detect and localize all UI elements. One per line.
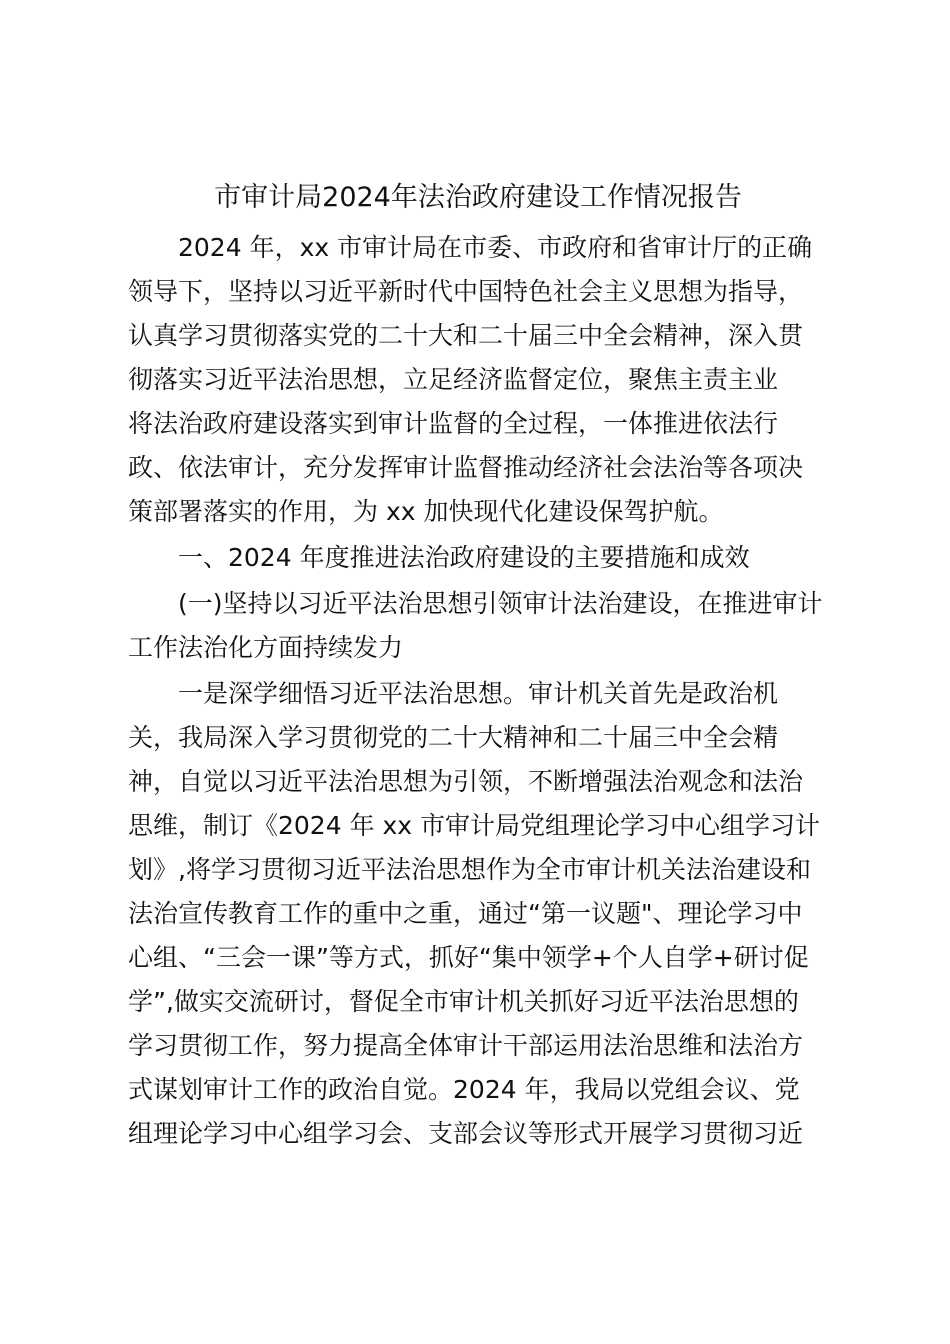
paragraph-line-12: 划》,将学习贯彻习近平法治思想作为全市审计机关法治建设和 (128, 855, 811, 884)
paragraph-line-8: 一是深学细悟习近平法治思想。审计机关首先是政治机 (178, 679, 779, 708)
paragraph-line-1: 2024 年，xx 市审计局在市委、市政府和省审计厅的正确 (178, 233, 813, 262)
paragraph-line-15: 学”,做实交流研讨，督促全市审计机关抓好习近平法治思想的 (128, 987, 799, 1016)
paragraph-line-17: 式谋划审计工作的政治自觉。2024 年，我局以党组会议、党 (128, 1075, 800, 1104)
paragraph-line-3: 认真学习贯彻落实党的二十大和二十届三中全会精神，深入贯 (128, 321, 804, 350)
paragraph-line-14: 心组、“三会一课”等方式，抓好“集中领学+个人自学+研讨促 (128, 943, 809, 972)
paragraph-line-16: 学习贯彻工作，努力提高全体审计干部运用法治思维和法治方 (128, 1031, 804, 1060)
paragraph-line-10: 神，自觉以习近平法治思想为引领，不断增强法治观念和法治 (128, 767, 804, 796)
paragraph-line-4: 彻落实习近平法治思想，立足经济监督定位，聚焦主责主业 (128, 365, 779, 394)
paragraph-line-11: 思维，制订《2024 年 xx 市审计局党组理论学习中心组学习计 (128, 811, 821, 840)
subsection-heading-1-cont: 工作法治化方面持续发力 (128, 633, 404, 662)
section-heading-1: 一、2024 年度推进法治政府建设的主要措施和成效 (178, 543, 750, 572)
paragraph-line-7: 策部署落实的作用，为 xx 加快现代化建设保驾护航。 (128, 497, 724, 526)
paragraph-line-9: 关，我局深入学习贯彻党的二十大精神和二十届三中全会精 (128, 723, 779, 752)
paragraph-line-5: 将法治政府建设落实到审计监督的全过程，一体推进依法行 (128, 409, 779, 438)
paragraph-line-2: 领导下，坚持以习近平新时代中国特色社会主义思想为指导， (128, 277, 804, 306)
paragraph-line-18: 组理论学习中心组学习会、支部会议等形式开展学习贯彻习近 (128, 1119, 804, 1148)
document-title: 市审计局2024年法治政府建设工作情况报告 (214, 182, 742, 213)
paragraph-line-6: 政、依法审计，充分发挥审计监督推动经济社会法治等各项决 (128, 453, 804, 482)
paragraph-line-13: 法治宣传教育工作的重中之重，通过“第一议题"、理论学习中 (128, 899, 803, 928)
subsection-heading-1: (一)坚持以习近平法治思想引领审计法治建设，在推进审计 (178, 589, 823, 618)
